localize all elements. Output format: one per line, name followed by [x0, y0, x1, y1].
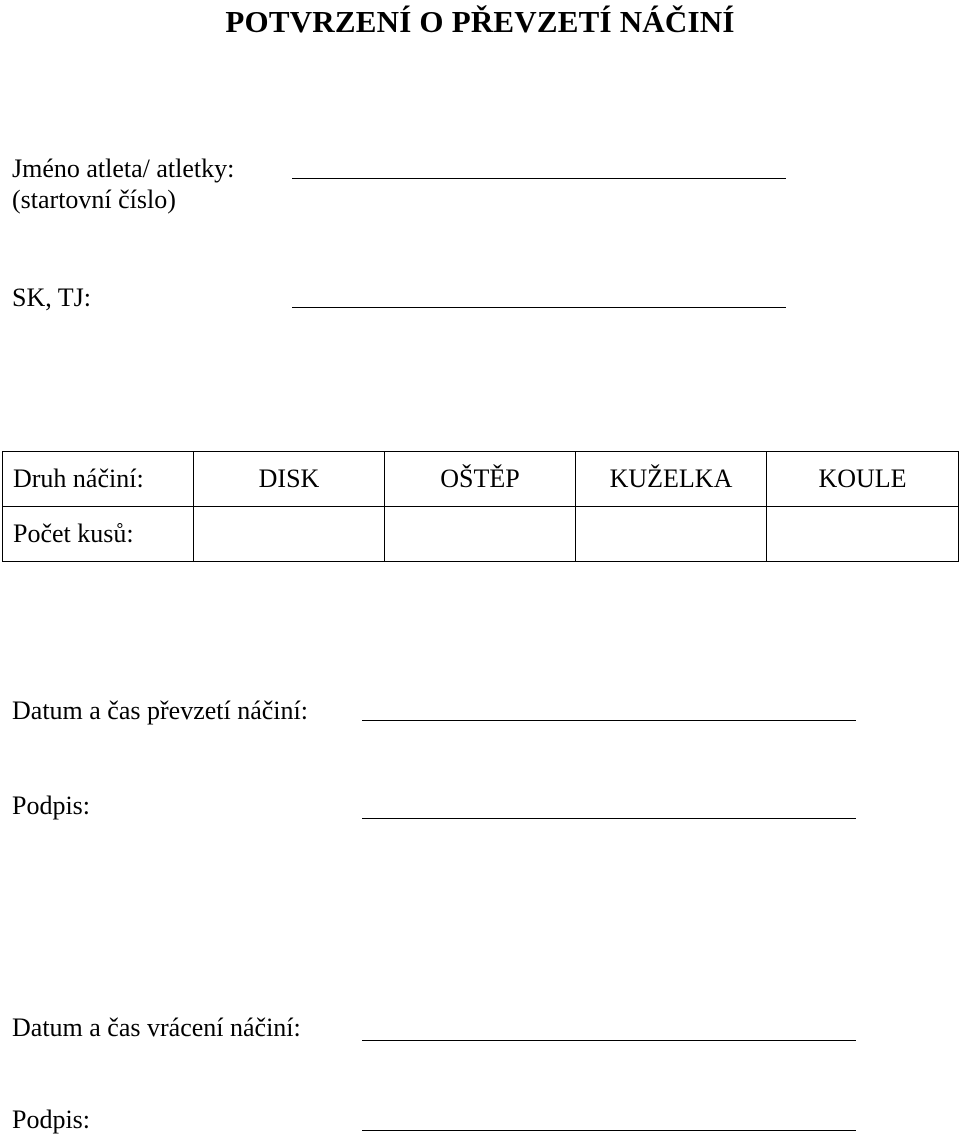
equipment-count-row — [3, 507, 959, 562]
return-datetime-field[interactable] — [362, 1040, 856, 1041]
equipment-type-club: KUŽELKA — [576, 452, 767, 507]
club-field[interactable] — [292, 307, 786, 308]
equipment-type-label: Druh náčiní: — [3, 452, 194, 507]
equipment-type-shot: KOULE — [767, 452, 959, 507]
equipment-type-row — [3, 452, 959, 507]
count-cell-shot[interactable] — [767, 507, 959, 562]
athlete-name-field[interactable] — [292, 178, 786, 179]
equipment-type-disk: DISK — [194, 452, 385, 507]
handover-signature-label: Podpis: — [12, 791, 91, 820]
handover-datetime-field[interactable] — [362, 720, 856, 721]
count-cell-javelin[interactable] — [385, 507, 576, 562]
count-cell-club[interactable] — [576, 507, 767, 562]
count-cell-disk[interactable] — [194, 507, 385, 562]
start-number-label: (startovní číslo) — [12, 185, 176, 214]
return-datetime-label: Datum a čas vrácení náčiní: — [12, 1013, 301, 1042]
athlete-name-label: Jméno atleta/ atletky: — [12, 154, 235, 183]
equipment-type-javelin: OŠTĚP — [385, 452, 576, 507]
club-label: SK, TJ: — [12, 283, 91, 312]
equipment-count-label: Počet kusů: — [3, 507, 194, 562]
handover-signature-field[interactable] — [362, 818, 856, 819]
return-signature-label: Podpis: — [12, 1105, 91, 1134]
handover-datetime-label: Datum a čas převzetí náčiní: — [12, 696, 308, 725]
page-title: POTVRZENÍ O PŘEVZETÍ NÁČINÍ — [225, 4, 735, 39]
return-signature-field[interactable] — [362, 1130, 856, 1131]
equipment-table — [2, 451, 959, 562]
